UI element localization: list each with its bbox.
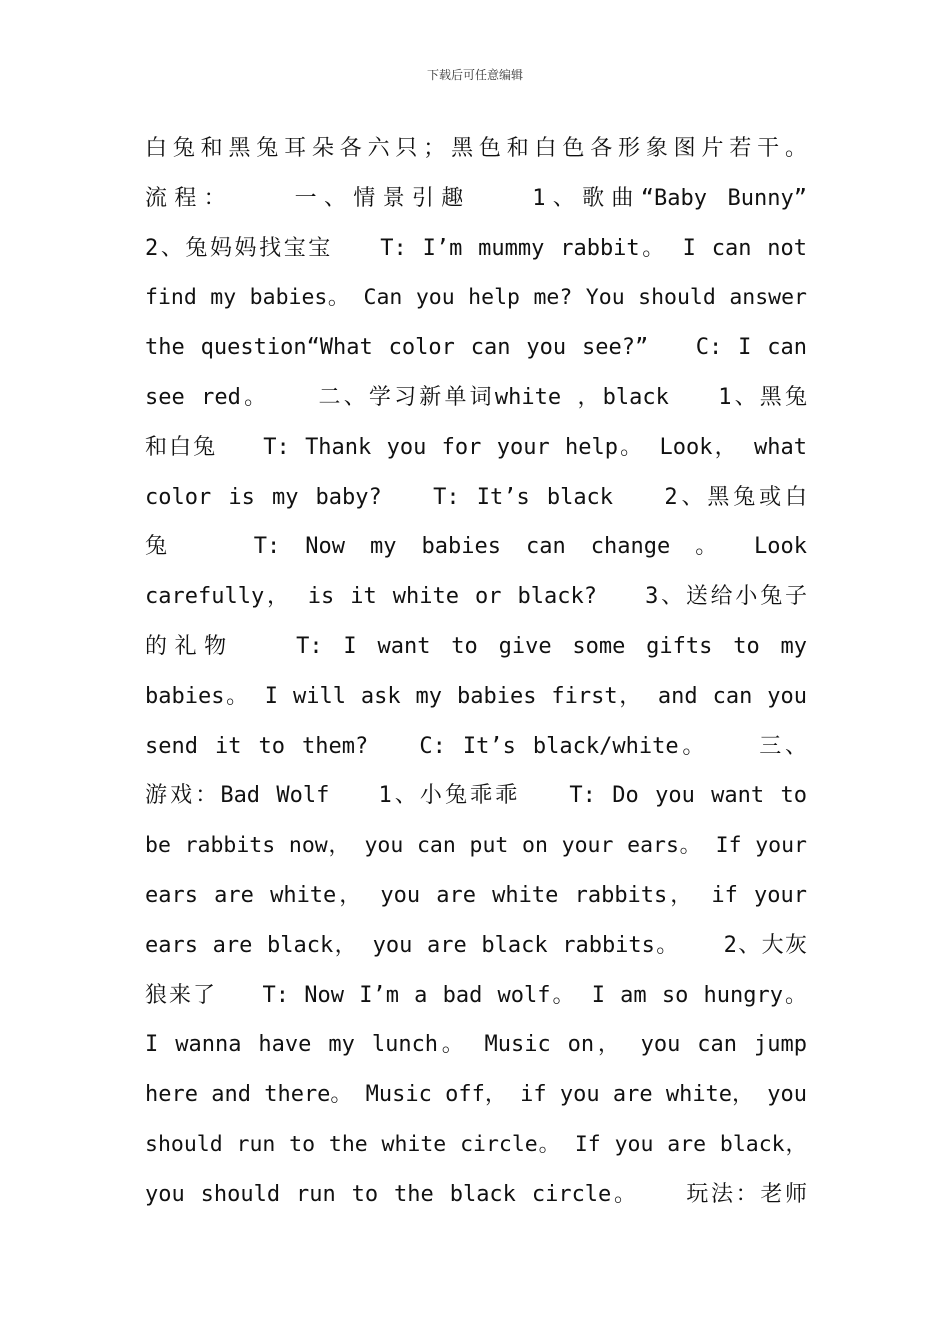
text-line: 2、兔妈妈找宝宝 T: I’m mummy rabbit。 I can not [145,235,807,261]
text-line: 白兔和黑兔耳朵各六只；黑色和白色各形象图片若干。 [145,136,807,161]
text-line: here and there。 Music off， if you are white， you [145,1082,808,1108]
text-line: 狼来了 T: Now I’m a bad wolf。 I am so hungry。 [145,982,807,1008]
text-line: should run to the white circle。 If you are black， [145,1131,807,1157]
text-line: 的礼物 T: I want to give some gifts to my [145,633,807,659]
text-line: I wanna have my lunch。 Music on， you can jump [145,1032,807,1058]
document-body [145,124,807,1220]
text-line: 游戏：Bad Wolf 1、小兔乖乖 T: Do you want to [145,783,807,809]
text-line: ears are black， you are black rabbits。 2、大灰 [145,932,807,958]
text-line: 兔 T: Now my babies can change 。 Look [145,534,807,560]
text-line: 流程： 一、情景引趣 1、歌曲“Baby Bunny” [145,185,807,211]
text-line: color is my baby? T: It’s black 2、黑兔或白 [145,484,807,510]
text-line: send it to them? C: It’s black/white。 三、 [145,733,807,759]
text-line: find my babies。 Can you help me? You should answer [145,285,807,311]
text-line: carefully， is it white or black? 3、送给小兔子 [145,584,807,610]
text-line: see red。 二、学习新单词white ，black 1、黑兔 [145,384,807,410]
text-line: babies。 I will ask my babies first， and can you [145,683,807,709]
text-line: you should run to the black circle。 玩法：老师 [145,1181,807,1207]
text-line: ears are white， you are white rabbits， if your [145,882,807,908]
text-line: the question“What color can you see?” C: I can [145,335,807,361]
page-header: 下载后可任意编辑 [426,68,523,82]
text-line: be rabbits now， you can put on your ears。 If your [145,833,807,859]
text-line: 和白兔 T: Thank you for your help。 Look， what [145,434,807,460]
